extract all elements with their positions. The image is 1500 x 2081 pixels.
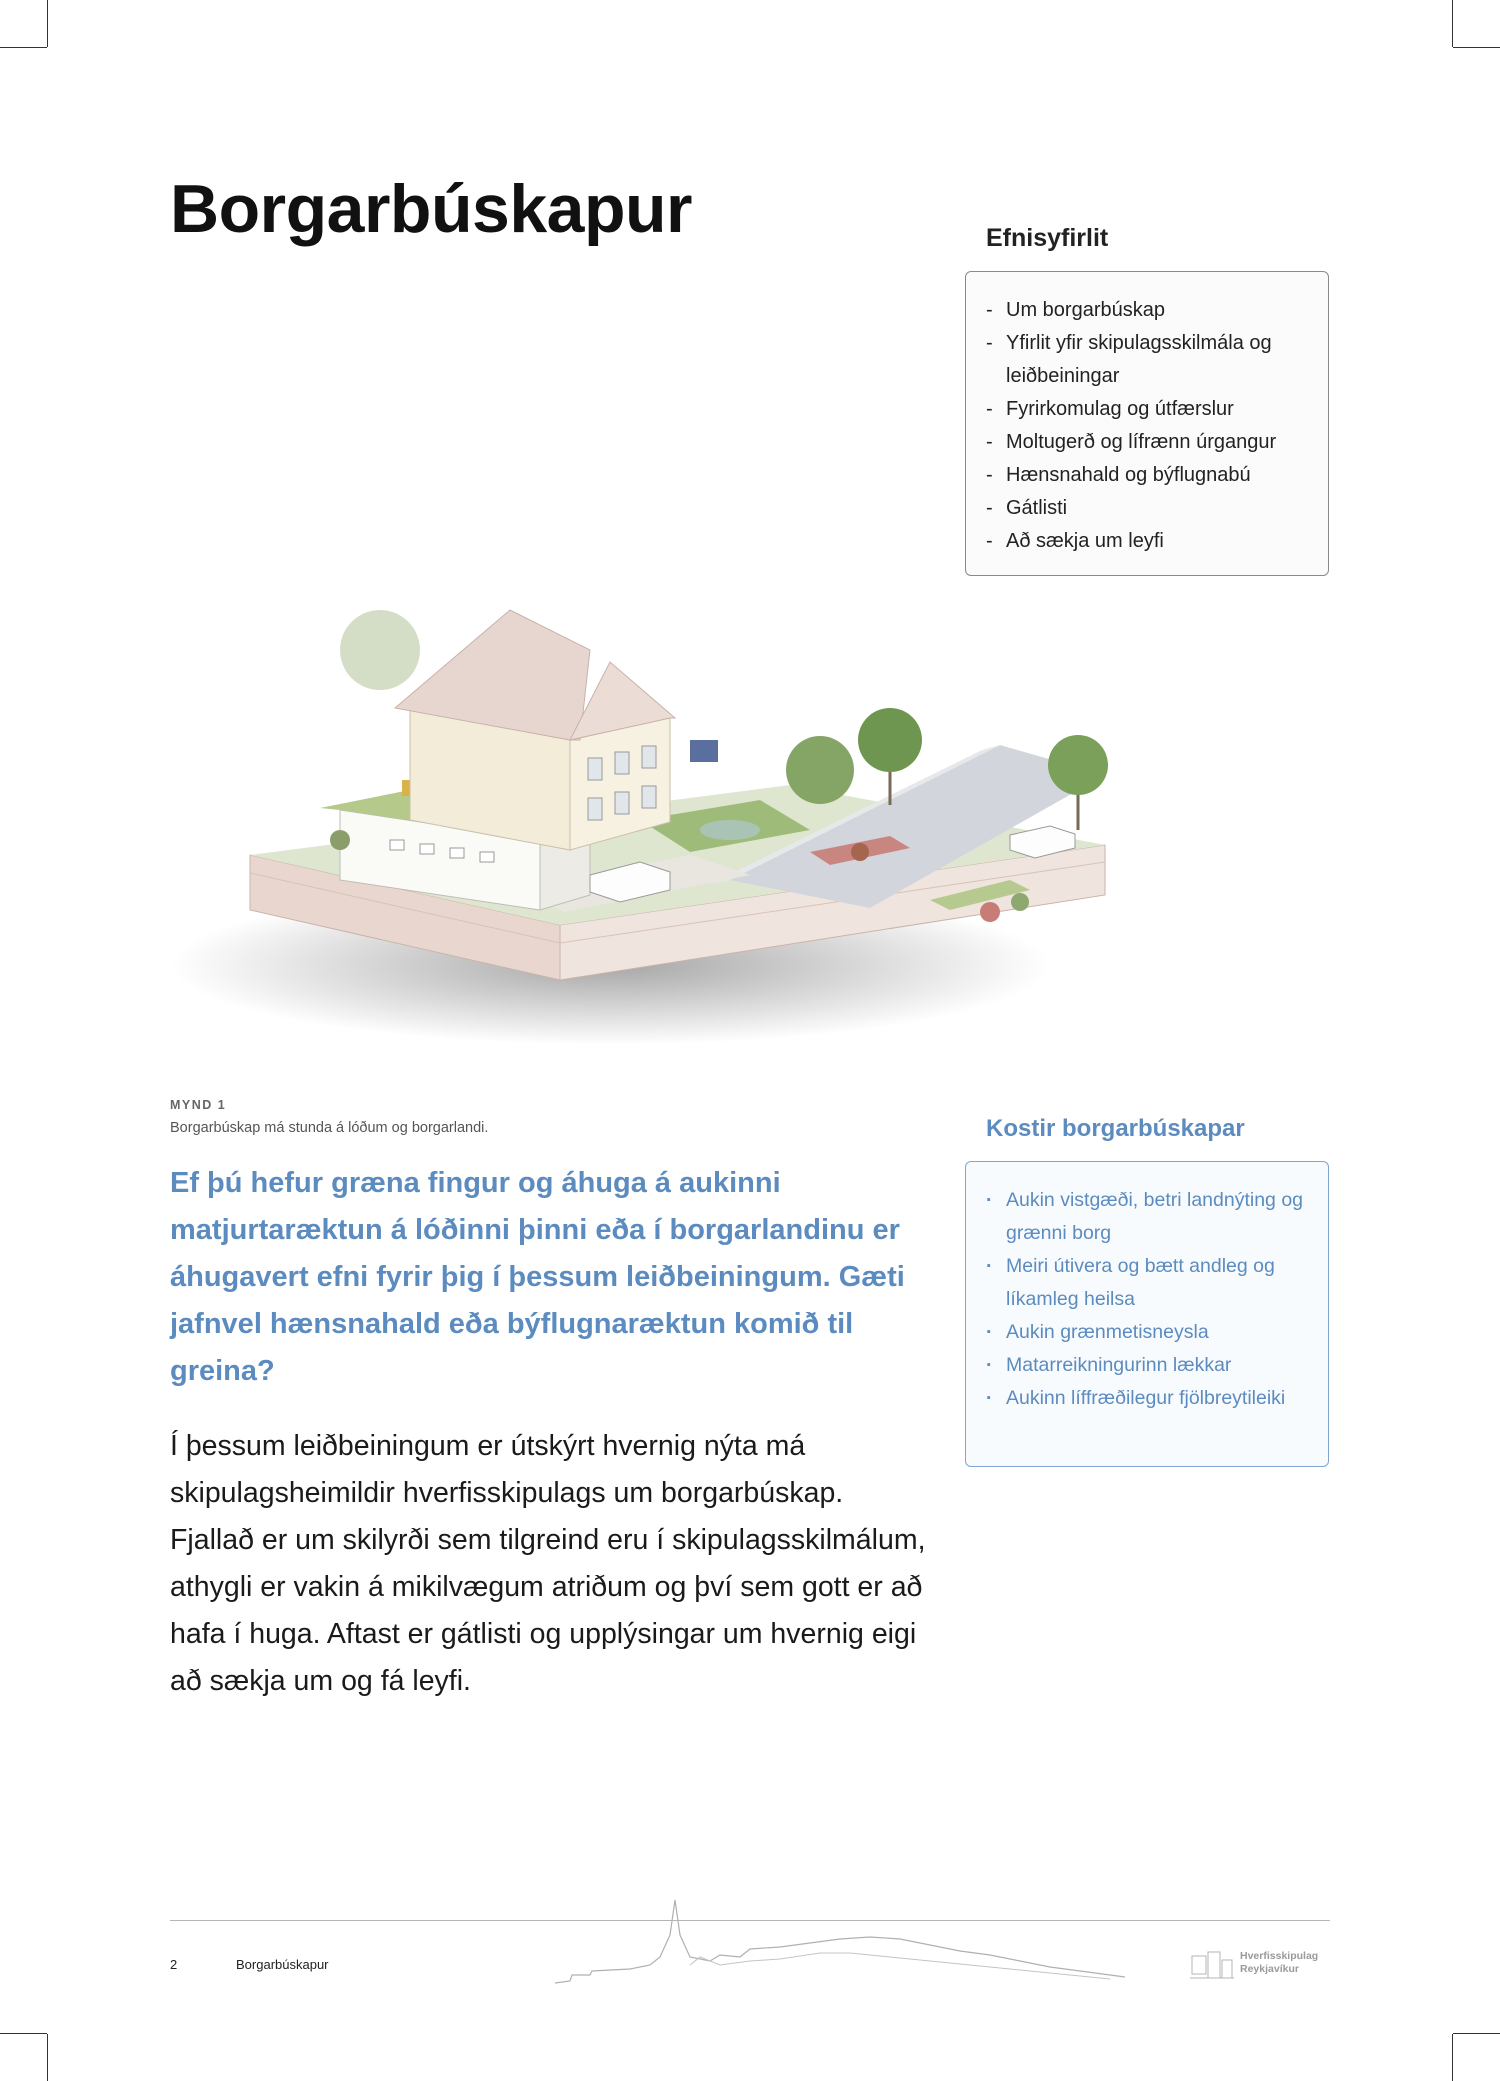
- toc-item: - Moltugerð og lífrænn úrgangur: [986, 426, 1318, 459]
- toc-item: - Um borgarbúskap: [986, 294, 1318, 327]
- logo-mark-icon: [1188, 1946, 1236, 1984]
- figure-caption: Borgarbúskap má stunda á lóðum og borgarlandi.: [170, 1120, 489, 1136]
- benefit-item: · Aukinn líffræðilegur fjölbreytileiki: [984, 1382, 1318, 1415]
- skyline-drawing: [550, 1895, 1130, 1990]
- toc-item: - Fyrirkomulag og útfærslur: [986, 393, 1318, 426]
- figure-label: MYND 1: [170, 1098, 227, 1112]
- crop-mark-bottom-right-h: [1453, 2033, 1500, 2034]
- crop-mark-bottom-left-h: [0, 2033, 47, 2034]
- crop-mark-top-right-h: [1453, 47, 1500, 48]
- crop-mark-bottom-left-v: [47, 2034, 48, 2081]
- pond: [700, 820, 760, 840]
- toc-item: - Að sækja um leyfi: [986, 525, 1318, 558]
- toc-list: [966, 272, 1328, 558]
- hverfisskipulag-logo: [1188, 1946, 1333, 1984]
- tree: [1048, 735, 1108, 830]
- page-title: Borgarbúskapur: [170, 171, 692, 247]
- benefits-heading: Kostir borgarbúskapar: [986, 1115, 1245, 1142]
- benefits-list: [966, 1162, 1328, 1415]
- tree: [340, 610, 420, 690]
- crop-mark-bottom-right-v: [1452, 2034, 1453, 2081]
- tree: [786, 736, 854, 804]
- benefit-item: · Aukin vistgæði, betri landnýting og grænni borg: [984, 1184, 1318, 1250]
- toc-heading: Efnisyfirlit: [986, 224, 1109, 252]
- benefit-item: · Meiri útivera og bætt andleg og líkamleg heilsa: [984, 1250, 1318, 1316]
- benefit-item: · Matarreikningurinn lækkar: [984, 1349, 1318, 1382]
- benefits-box: [965, 1161, 1329, 1467]
- trailer: [690, 740, 718, 762]
- logo-line-1: Hverfisskipulag: [1240, 1950, 1319, 1962]
- page-number: 2: [170, 1957, 178, 1972]
- crop-mark-top-right-v: [1452, 0, 1453, 47]
- logo-line-2: Reykjavíkur: [1240, 1963, 1299, 1975]
- footer-title: Borgarbúskapur: [236, 1957, 329, 1972]
- urban-farming-illustration: [170, 590, 1170, 1070]
- toc-item: - Hænsnahald og býflugnabú: [986, 459, 1318, 492]
- crop-mark-top-left-h: [0, 47, 47, 48]
- toc-item: - Gátlisti: [986, 492, 1318, 525]
- crop-mark-top-left-v: [47, 0, 48, 47]
- lead-paragraph: Ef þú hefur græna fingur og áhuga á aukinni matjurtaræktun á lóðinni þinni eða í borgarlandinu er áhugavert efni fyrir þig í þessum leiðbeiningum. Gæti jafnvel hænsnahald eða býflugnaræktun komið til greina?: [170, 1167, 905, 1387]
- toc-box: [965, 271, 1329, 576]
- toc-item: - Yfirlit yfir skipulagsskilmála og leiðbeiningar: [986, 327, 1318, 393]
- logo-text: [1240, 1950, 1318, 1976]
- benefit-item: · Aukin grænmetisneysla: [984, 1316, 1318, 1349]
- body-paragraph: Í þessum leiðbeiningum er útskýrt hvernig nýta má skipulagsheimildir hverfisskipulags um borgarbúskap. Fjallað er um skilyrði sem tilgreind eru í skipulagsskilmálum, athygli er vakin á mikilvægum atriðum og því sem gott er að hafa í huga. Aftast er gátlisti og upplýsingar um hvernig eigi að sækja um og fá leyfi.: [170, 1430, 926, 1697]
